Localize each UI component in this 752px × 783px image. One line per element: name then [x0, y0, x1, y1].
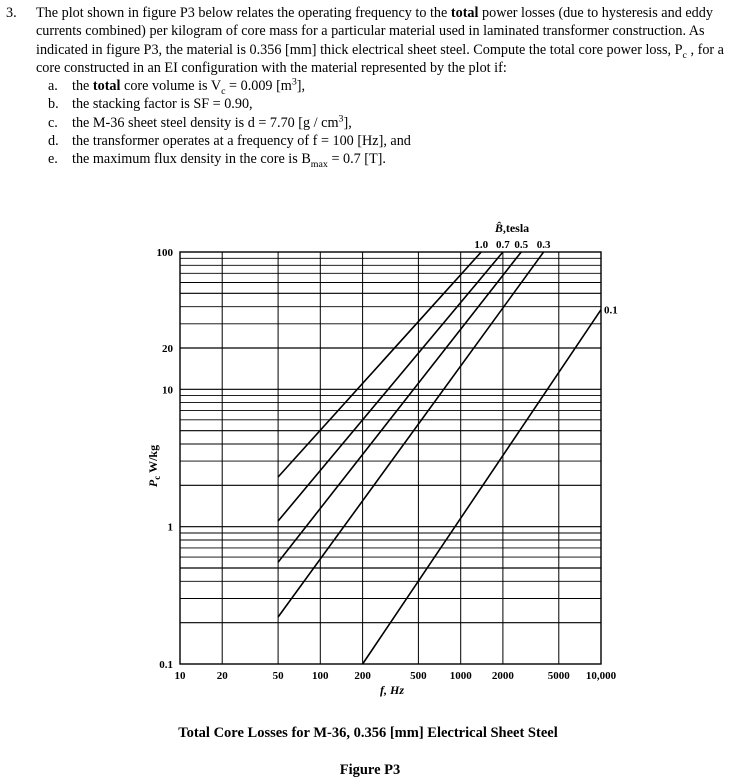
- intro-text-1: The plot shown in figure P3 below relates the operating frequency to the: [36, 5, 451, 21]
- x-tick-label: 10: [174, 670, 186, 682]
- x-tick-label: 1000: [449, 670, 472, 682]
- intro-bold: total: [450, 5, 479, 21]
- x-axis-label: f, Hz: [380, 683, 404, 697]
- condition-letter: e.: [48, 151, 58, 168]
- series-label: 0.7: [496, 239, 510, 251]
- legend-title: B̂,tesla: [494, 221, 530, 235]
- x-tick-label: 10,000: [585, 670, 617, 682]
- chart-labels: [146, 221, 618, 697]
- condition-text: the M-36 sheet steel density is d = 7.70 [g / cm: [72, 114, 339, 131]
- condition-text: the transformer operates at a frequency of f = 100 [Hz], and: [72, 133, 411, 150]
- condition-sup: 3: [291, 76, 297, 88]
- y-tick-label: 10: [162, 384, 173, 397]
- series-line-0_7: [278, 252, 503, 521]
- series-label: 0.3: [536, 239, 551, 251]
- condition-text-post: = 0.7 [T].: [327, 151, 386, 168]
- x-tick-label: 5000: [547, 670, 570, 682]
- chart-grid: [180, 252, 601, 664]
- condition-sup: 3: [338, 113, 344, 125]
- condition-letter: a.: [48, 78, 58, 95]
- x-tick-label: 50: [272, 670, 284, 682]
- y-tick-label: 100: [156, 247, 173, 259]
- problem-number: 3.: [6, 5, 17, 21]
- series-line-0_5: [278, 252, 521, 562]
- condition-text: the stacking factor is SF = 0.90,: [72, 96, 253, 113]
- y-tick-label: 1: [167, 521, 173, 534]
- condition-text: the: [72, 78, 93, 95]
- condition-text: the maximum flux density in the core is B: [72, 151, 311, 168]
- series-line-0_1: [363, 310, 601, 664]
- condition-sub: max: [310, 159, 328, 171]
- x-tick-label: 500: [410, 670, 427, 682]
- condition-text-end: ],: [296, 78, 306, 95]
- y-tick-label: 0.1: [159, 659, 173, 671]
- x-tick-label: 100: [312, 670, 329, 682]
- series-label: 0.1: [604, 304, 618, 317]
- x-tick-label: 20: [216, 670, 228, 682]
- figure-label: Figure P3: [339, 762, 401, 778]
- plot-frame: [180, 252, 601, 664]
- figure-title: Total Core Losses for M-36, 0.356 [mm] Electrical Sheet Steel: [178, 725, 558, 741]
- intro-text-2: power losses (due to hysteresis and eddy currents combined) per kilogram of core mass for a particular material used in laminated transformer construction. As indicated in figure P3, the material is 0.356 [mm] thick electrical sheet steel. Compute the total core power loss, P: [36, 5, 713, 58]
- x-tick-label: 200: [354, 670, 371, 682]
- x-tick-label: 2000: [491, 670, 514, 682]
- chart-series: [278, 252, 601, 664]
- condition-letter: c.: [48, 114, 58, 131]
- condition-sub: c: [221, 86, 226, 98]
- condition-letter: d.: [48, 133, 59, 150]
- y-axis-label: $P_c$ W/kg: [146, 444, 162, 488]
- series-line-1_0: [278, 252, 481, 477]
- series-label: 0.5: [514, 239, 529, 251]
- intro-text-3: , for a core constructed in an EI configuration with the material represented by the plot if:: [36, 41, 724, 76]
- y-tick-label: 20: [162, 342, 173, 355]
- condition-text-post: = 0.009 [m: [225, 78, 292, 95]
- intro-sub: c: [682, 49, 687, 61]
- series-label: 1.0: [474, 239, 489, 251]
- condition-letter: b.: [48, 96, 59, 113]
- condition-bold: total: [92, 78, 121, 95]
- condition-text-mid: core volume is V: [120, 78, 222, 95]
- condition-text-end: ],: [343, 114, 352, 131]
